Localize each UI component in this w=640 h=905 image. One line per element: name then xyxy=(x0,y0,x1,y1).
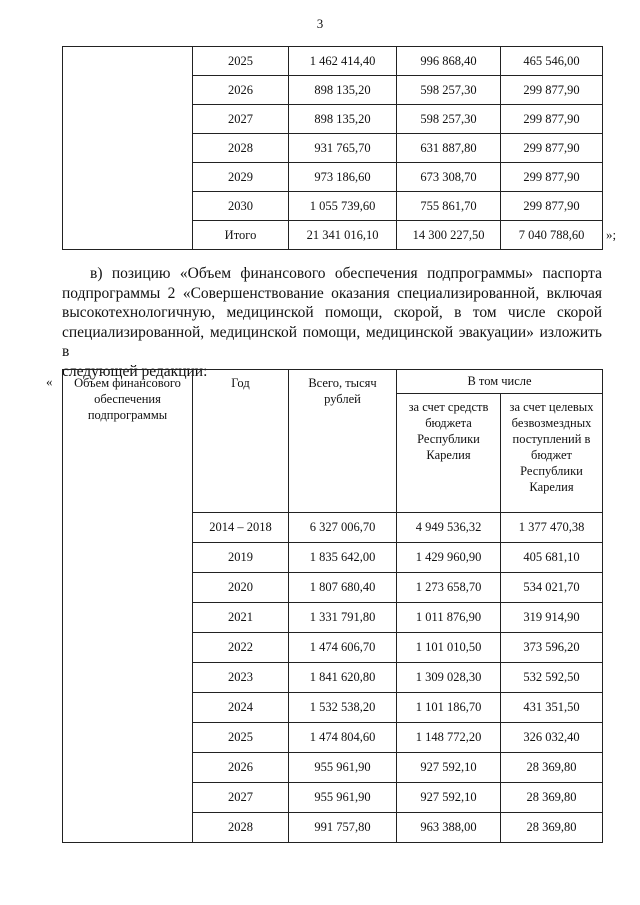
paragraph-line: в) позицию «Объем финансового обеспечения подпрограммы» паспорта xyxy=(90,265,602,282)
budget-cell: 631 887,80 xyxy=(397,134,501,163)
page-number: 3 xyxy=(316,16,324,31)
grants-cell: 299 877,90 xyxy=(501,192,603,221)
paragraph-line: подпрограммы 2 «Совершенствование оказания специализированной, включая xyxy=(62,284,602,302)
budget-cell: 755 861,70 xyxy=(397,192,501,221)
grants-cell: 299 877,90 xyxy=(501,134,603,163)
total-cell: 1 532 538,20 xyxy=(289,693,397,723)
total-cell: 973 186,60 xyxy=(289,163,397,192)
total-cell: 898 135,20 xyxy=(289,76,397,105)
total-cell: 898 135,20 xyxy=(289,105,397,134)
including-header: В том числе xyxy=(397,370,603,394)
grants-cell: 431 351,50 xyxy=(501,693,603,723)
total-cell: 1 835 642,00 xyxy=(289,543,397,573)
year-cell: 2030 xyxy=(193,192,289,221)
budget-source-header: за счет средств бюджета Республики Карелия xyxy=(397,394,501,513)
grants-cell: 28 369,80 xyxy=(501,813,603,843)
grants-source-header: за счет целевых безвозмездных поступлений в бюджет Республики Карелия xyxy=(501,394,603,513)
total-cell: 1 474 804,60 xyxy=(289,723,397,753)
table1-body xyxy=(63,47,603,250)
year-cell: 2028 xyxy=(193,134,289,163)
financing-table-subprogram-2 xyxy=(62,369,603,843)
year-cell: 2023 xyxy=(193,663,289,693)
year-cell: 2014 – 2018 xyxy=(193,513,289,543)
year-cell: 2027 xyxy=(193,105,289,134)
budget-cell: 1 309 028,30 xyxy=(397,663,501,693)
year-cell: 2028 xyxy=(193,813,289,843)
year-cell: 2019 xyxy=(193,543,289,573)
grants-cell: 373 596,20 xyxy=(501,633,603,663)
grants-cell: 7 040 788,60 xyxy=(501,221,603,250)
budget-cell: 598 257,30 xyxy=(397,105,501,134)
total-cell: 1 841 620,80 xyxy=(289,663,397,693)
budget-cell: 1 101 186,70 xyxy=(397,693,501,723)
total-cell: 1 474 606,70 xyxy=(289,633,397,663)
total-cell: 6 327 006,70 xyxy=(289,513,397,543)
budget-cell: 1 101 010,50 xyxy=(397,633,501,663)
budget-cell: 1 273 658,70 xyxy=(397,573,501,603)
year-cell: 2021 xyxy=(193,603,289,633)
position-cell: Объем финансового обеспечения подпрограммы xyxy=(63,370,193,843)
year-cell: 2025 xyxy=(193,47,289,76)
paragraph-line: следующей редакции: xyxy=(62,362,208,380)
year-cell: Итого xyxy=(193,221,289,250)
paragraph-line: высокотехнологичную, медицинской помощи, скорой, в том числе скорой xyxy=(62,304,602,321)
paragraph-line: специализированной, медицинской помощи, медицинской эвакуации» изложить в xyxy=(62,323,602,360)
grants-cell: 299 877,90 xyxy=(501,76,603,105)
grants-cell: 299 877,90 xyxy=(501,163,603,192)
total-cell: 1 462 414,40 xyxy=(289,47,397,76)
total-cell: 1 331 791,80 xyxy=(289,603,397,633)
budget-cell: 14 300 227,50 xyxy=(397,221,501,250)
grants-cell: 465 546,00 xyxy=(501,47,603,76)
budget-cell: 927 592,10 xyxy=(397,753,501,783)
opening-quote: « xyxy=(46,374,53,389)
budget-cell: 598 257,30 xyxy=(397,76,501,105)
grants-cell: 534 021,70 xyxy=(501,573,603,603)
year-cell: 2020 xyxy=(193,573,289,603)
total-cell: 1 807 680,40 xyxy=(289,573,397,603)
total-cell: 991 757,80 xyxy=(289,813,397,843)
total-header: Всего, тысяч рублей xyxy=(289,370,397,513)
total-cell: 931 765,70 xyxy=(289,134,397,163)
budget-cell: 673 308,70 xyxy=(397,163,501,192)
budget-cell: 1 148 772,20 xyxy=(397,723,501,753)
total-cell: 955 961,90 xyxy=(289,783,397,813)
table2-body xyxy=(63,370,603,843)
budget-cell: 4 949 536,32 xyxy=(397,513,501,543)
grants-cell: 532 592,50 xyxy=(501,663,603,693)
grants-cell: 1 377 470,38 xyxy=(501,513,603,543)
table-row xyxy=(63,47,603,76)
amendment-paragraph xyxy=(62,264,602,381)
budget-cell: 1 429 960,90 xyxy=(397,543,501,573)
year-cell: 2026 xyxy=(193,76,289,105)
table2-header-row xyxy=(63,370,603,394)
year-cell: 2022 xyxy=(193,633,289,663)
grants-cell: 405 681,10 xyxy=(501,543,603,573)
closing-quote: »; xyxy=(606,227,617,242)
year-header: Год xyxy=(193,370,289,513)
year-cell: 2027 xyxy=(193,783,289,813)
budget-cell: 963 388,00 xyxy=(397,813,501,843)
budget-cell: 927 592,10 xyxy=(397,783,501,813)
position-cell-blank xyxy=(63,47,193,250)
total-cell: 21 341 016,10 xyxy=(289,221,397,250)
total-cell: 955 961,90 xyxy=(289,753,397,783)
year-cell: 2025 xyxy=(193,723,289,753)
grants-cell: 326 032,40 xyxy=(501,723,603,753)
year-cell: 2029 xyxy=(193,163,289,192)
year-cell: 2026 xyxy=(193,753,289,783)
year-cell: 2024 xyxy=(193,693,289,723)
grants-cell: 28 369,80 xyxy=(501,753,603,783)
financing-table-continued xyxy=(62,46,603,250)
budget-cell: 1 011 876,90 xyxy=(397,603,501,633)
grants-cell: 28 369,80 xyxy=(501,783,603,813)
budget-cell: 996 868,40 xyxy=(397,47,501,76)
total-cell: 1 055 739,60 xyxy=(289,192,397,221)
grants-cell: 319 914,90 xyxy=(501,603,603,633)
grants-cell: 299 877,90 xyxy=(501,105,603,134)
